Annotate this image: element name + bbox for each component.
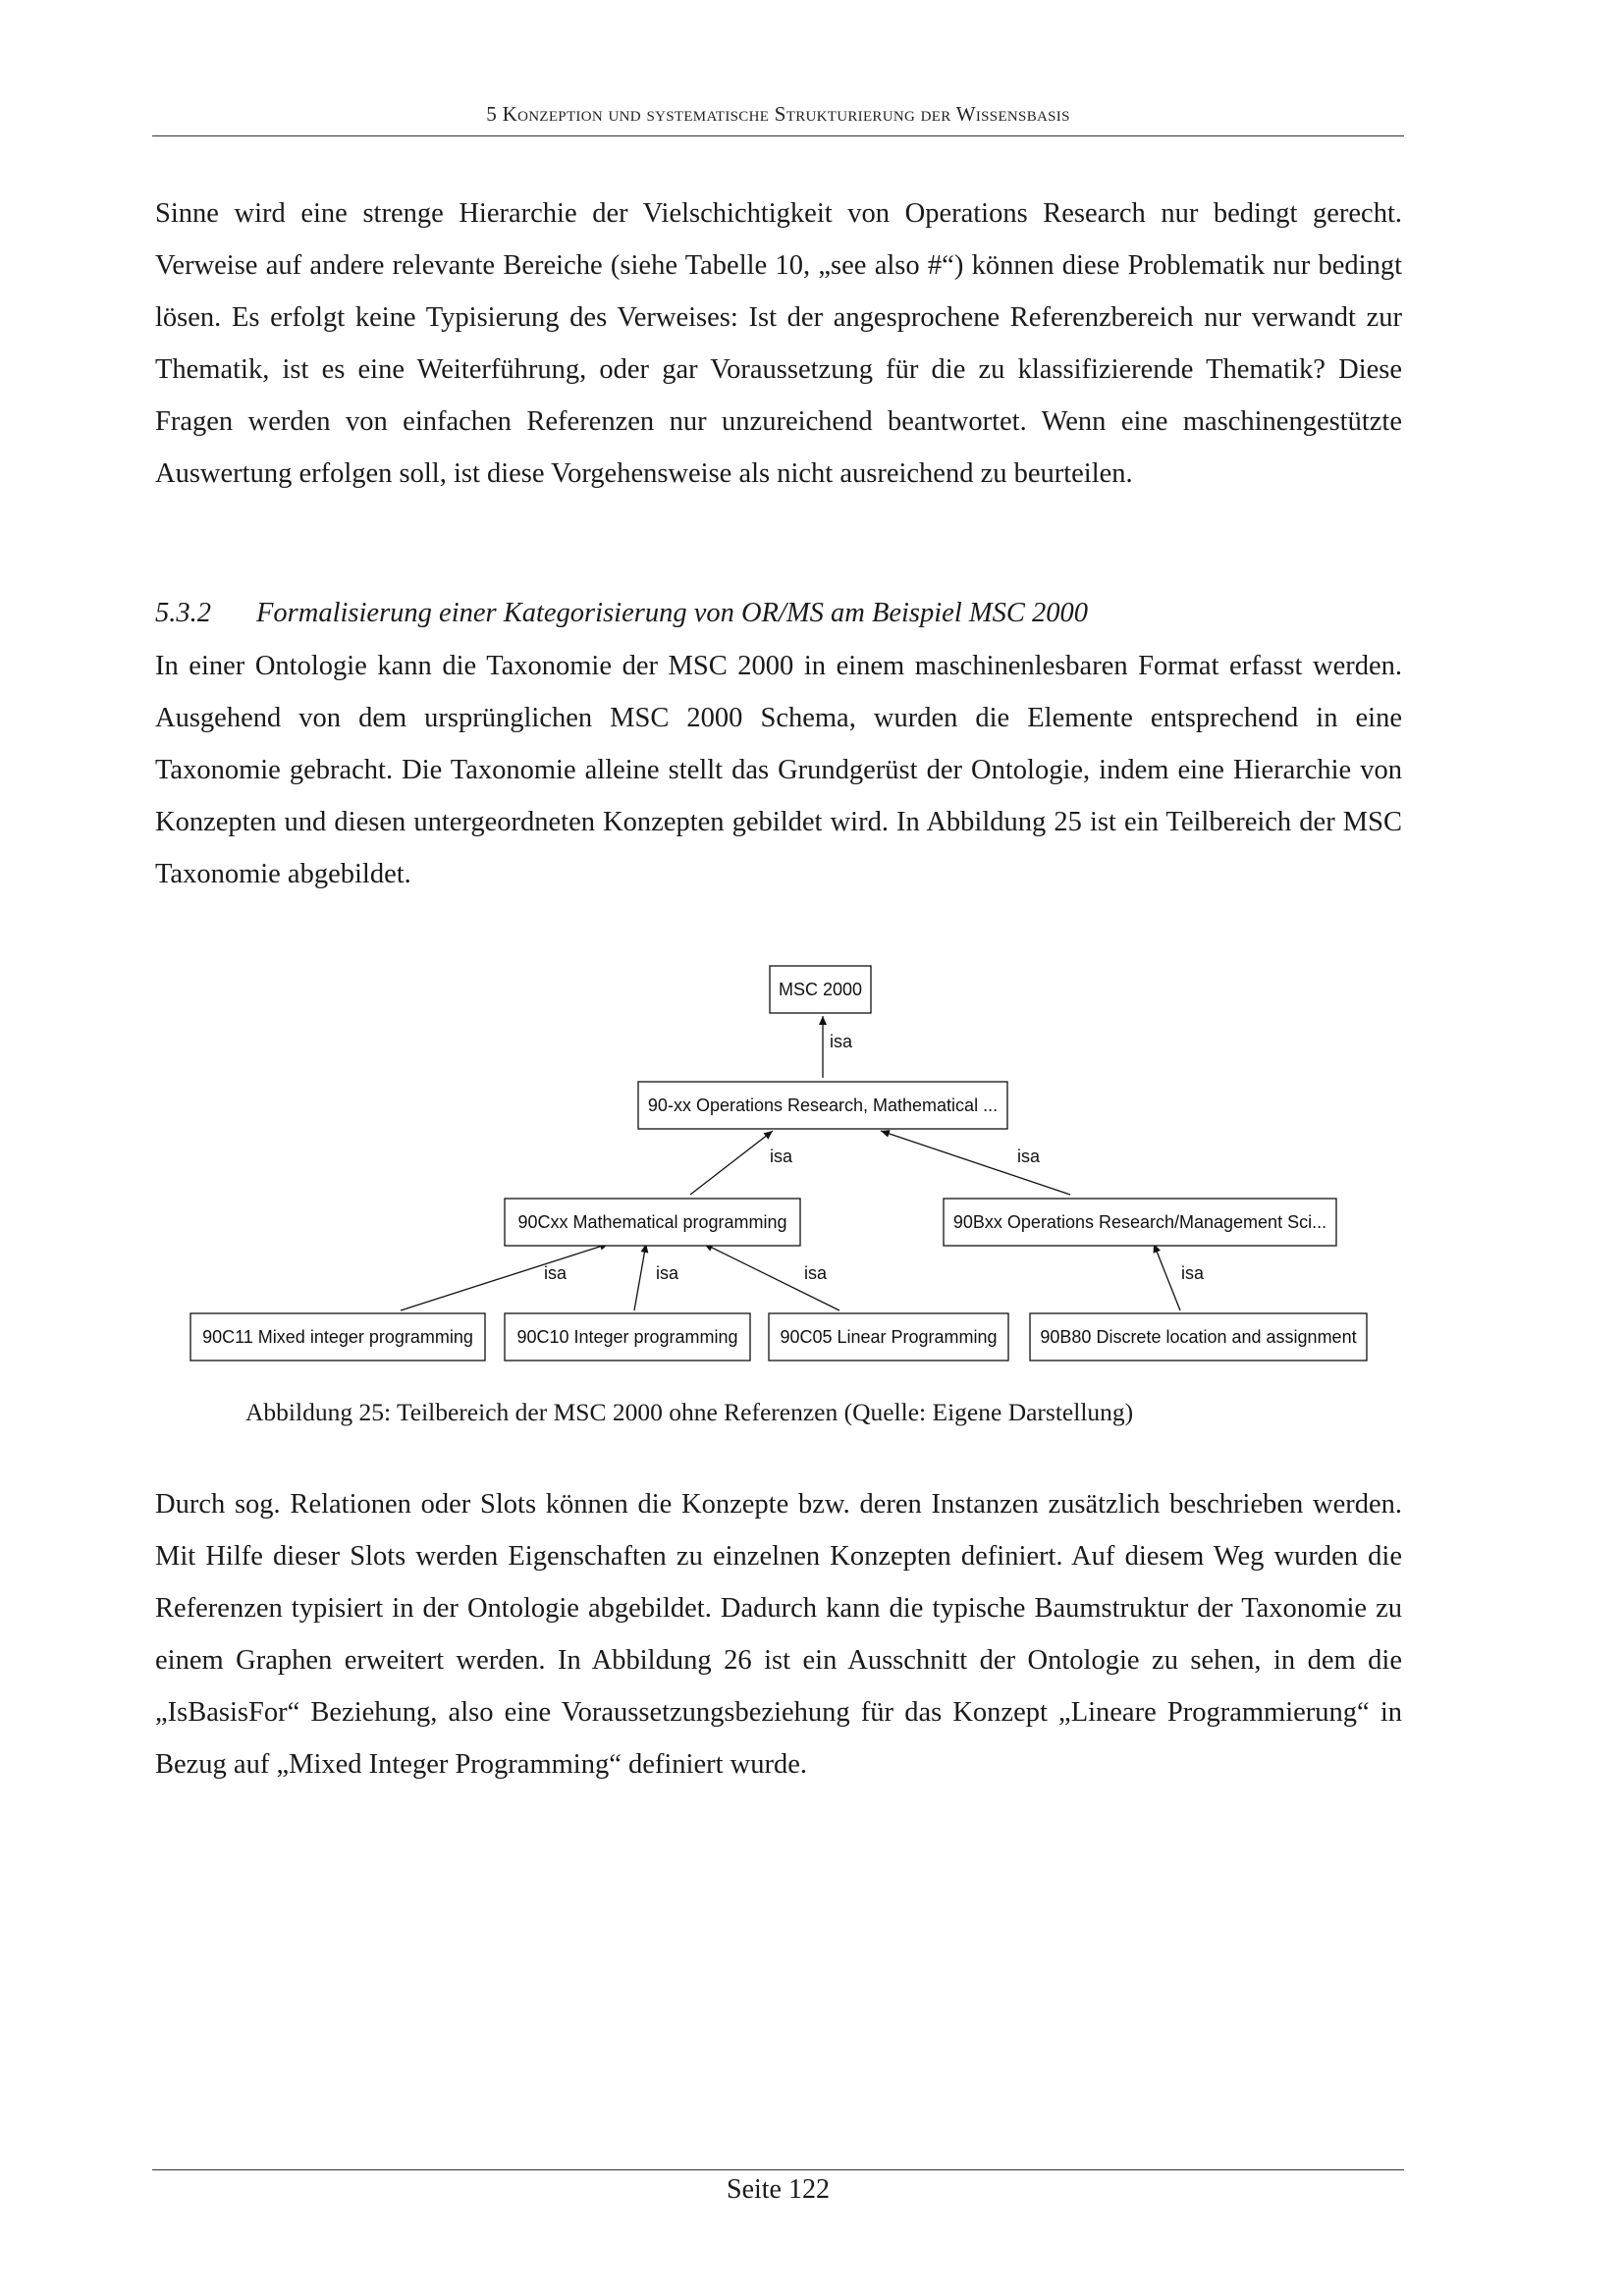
edge-label-isa: isa [1017, 1147, 1041, 1166]
node-label: MSC 2000 [778, 980, 863, 999]
page-number: Seite 122 [727, 2174, 830, 2205]
section-title: Formalisierung einer Kategorisierung von OR/MS am Beispiel MSC 2000 [256, 598, 1088, 628]
node-90c11 [190, 1313, 485, 1361]
node-label: 90Bxx Operations Research/Management Sci... [952, 1212, 1327, 1232]
node-label: 90B80 Discrete location and assignment [1040, 1327, 1357, 1347]
edge-label-isa: isa [770, 1147, 793, 1166]
node-label: 90C10 Integer programming [516, 1327, 738, 1347]
edge-c11-mp [401, 1244, 609, 1310]
section-number: 5.3.2 [155, 598, 211, 628]
body-paragraph: Sinne wird eine strenge Hierarchie der Vielschichtigkeit von Operations Research nur bedingt gerecht. Verweise auf andere relevante Bereiche (siehe Tabelle 10, „see also #“) können diese Problematik nur bedingt lösen. Es erfolgt keine Typisierung des Verweises: Ist der angesprochene Referenzbereich nur verwandt zur Thematik, ist es eine Weiterführung, oder gar Voraussetzung für die zu klassifizierende Thematik? Diese Fragen werden von einfachen Referenzen nur unzureichend beantwortet. Wenn eine maschinengestützte Auswertung erfolgen soll, ist diese Vorgehensweise als nicht ausreichend zu beurteilen. [155, 198, 1402, 489]
node-operations-research [638, 1082, 1007, 1129]
node-90c05 [769, 1313, 1008, 1361]
figure-caption: Abbildung 25: Teilbereich der MSC 2000 ohne Referenzen (Quelle: Eigene Darstellung) [245, 1398, 1134, 1426]
node-mathematical-programming [505, 1199, 800, 1246]
edge-label-isa: isa [656, 1263, 679, 1283]
edge-c10-mp [634, 1244, 646, 1310]
edge-orms-or [881, 1131, 1070, 1195]
edge-label-isa: isa [804, 1263, 828, 1283]
header-rule [152, 135, 1404, 136]
body-paragraph: Durch sog. Relationen oder Slots können die Konzepte bzw. deren Instanzen zusätzlich beschrieben werden. Mit Hilfe dieser Slots werden Eigenschaften zu einzelnen Konzepten definiert. Auf diesem Weg wurden die Referenzen typisiert in der Ontologie abgebildet. Dadurch kann die typische Baumstruktur der Taxonomie zu einem Graphen erweitert werden. In Abbildung 26 ist ein Ausschnitt der Ontologie zu sehen, in dem die „IsBasisFor“ Beziehung, also eine Voraussetzungsbeziehung für das Konzept „Lineare Programmierung“ in Bezug auf „Mixed Integer Programming“ definiert wurde. [155, 1489, 1402, 1780]
section-heading [155, 587, 1088, 639]
running-header [152, 102, 1404, 127]
node-label: 90C11 Mixed integer programming [202, 1327, 473, 1347]
node-msc-2000 [770, 966, 871, 1013]
node-operations-research-management [944, 1199, 1336, 1246]
footer-rule [152, 2169, 1404, 2170]
body-paragraph: In einer Ontologie kann die Taxonomie der MSC 2000 in einem maschinenlesbaren Format erfasst werden. Ausgehend von dem ursprünglichen MSC 2000 Schema, wurden die Elemente entsprechend in eine Taxonomie gebracht. Die Taxonomie alleine stellt das Grundgerüst der Ontologie, indem eine Hierarchie von Konzepten und diesen untergeordneten Konzepten gebildet wird. In Abbildung 25 ist ein Teilbereich der MSC Taxonomie abgebildet. [155, 651, 1402, 889]
edge-label-isa: isa [544, 1263, 568, 1283]
edge-mp-or [690, 1131, 773, 1195]
taxonomy-diagram [147, 942, 1384, 1374]
taxonomy-figure [147, 942, 1384, 1374]
edge-b80-orms [1154, 1244, 1180, 1310]
node-90c10 [505, 1313, 750, 1361]
node-label: 90-xx Operations Research, Mathematical ... [647, 1095, 999, 1115]
node-label: 90C05 Linear Programming [780, 1327, 998, 1347]
chapter-number: 5 [486, 102, 498, 126]
node-90b80 [1030, 1313, 1367, 1361]
edge-label-isa: isa [830, 1032, 853, 1051]
edge-label-isa: isa [1181, 1263, 1205, 1283]
chapter-title: Konzeption und systematische Strukturierung der Wissensbasis [502, 102, 1070, 126]
node-label: 90Cxx Mathematical programming [517, 1212, 787, 1232]
